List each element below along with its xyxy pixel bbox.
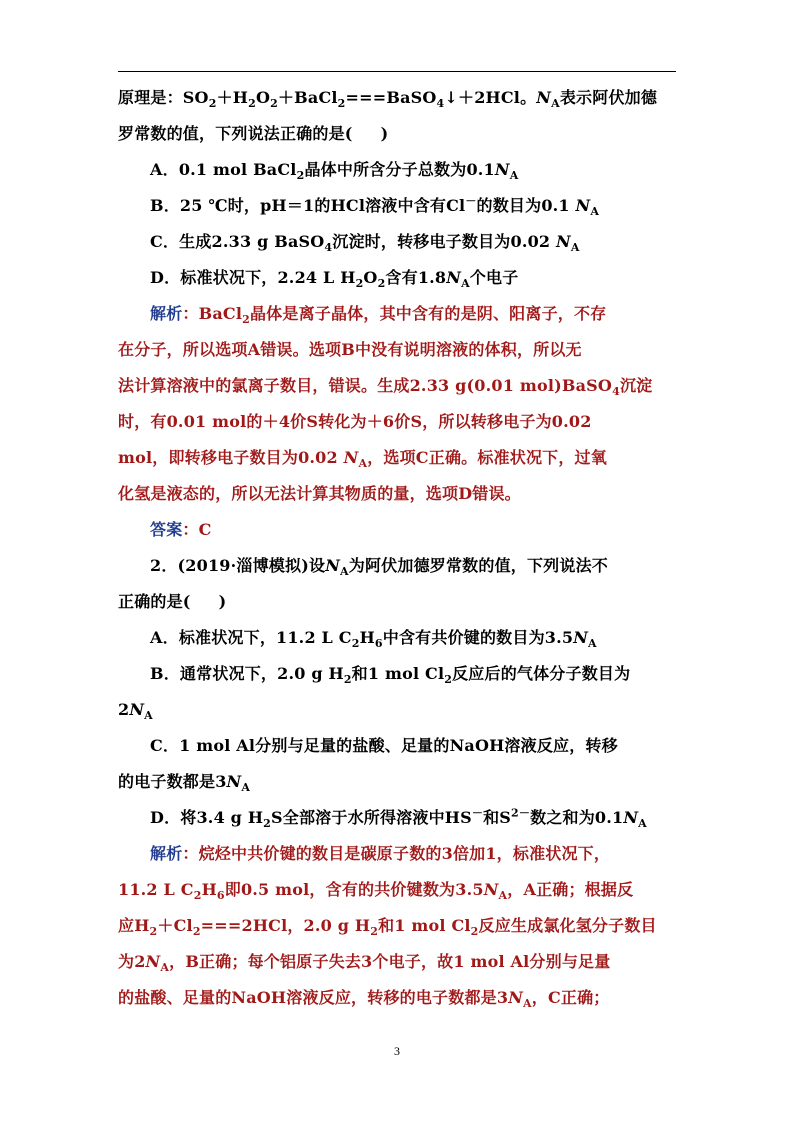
q2-analysis-line-3: 应$H_2+Cl_2===2HCl$，2.0 g $H_2$和1 mol $Cl_2$反应生成氯化氢分子数目 [118, 916, 657, 939]
q1-option-a: A．0.1 mol BaCl$_2$晶体中所含分子总数为$0.1N_A$ [150, 160, 519, 183]
q2-option-b-line-2: $2N_A$ [118, 700, 153, 723]
answer-label: 答案 [150, 520, 183, 539]
page-number: 3 [394, 1044, 400, 1058]
analysis-label: 解析 [150, 304, 183, 323]
q2-stem-line-1: 2．(2019·淄博模拟)设$N_A$为阿伏加德罗常数的值，下列说法不 [150, 556, 608, 579]
q1-option-c: C．生成2.33 g BaSO$_4$沉淀时，转移电子数目为0.02 $N_A$ [150, 232, 580, 255]
q2-option-d: D．将3.4 g $H_2S$全部溶于水所得溶液中HS－和$S^{2-}$数之和为$0.1N_A$ [150, 806, 647, 831]
q2-option-b-line-1: B．通常状况下，2.0 g $H_2$和1 mol $Cl_2$反应后的气体分子数目为 [150, 664, 631, 687]
q2-option-c-line-1: C．1 mol Al分别与足量的盐酸、足量的NaOH溶液反应，转移 [150, 736, 618, 755]
q1-analysis-line-2: 在分子，所以选项A错误。选项B中没有说明溶液的体积，所以无 [118, 340, 582, 359]
q1-option-b: B．25 ℃时，pH＝1的HCl溶液中含有Cl－的数目为0.1 $N_A$ [150, 194, 600, 219]
q2-analysis-line-2: 11.2 L $C_2H_6$即0.5 mol，含有的共价键数为$3.5N_A$，A正确；根据反 [118, 880, 634, 903]
q2-analysis-line-4: 为$2N_A$，B正确；每个铝原子失去3个电子，故1 mol Al分别与足量 [118, 952, 611, 975]
q1-answer: 答案：C [150, 520, 212, 539]
header-rule [118, 71, 676, 72]
q1-analysis-line-3: 法计算溶液中的氯离子数目，错误。生成2.33 g(0.01 mol)BaSO$_4$沉淀 [118, 376, 653, 399]
q1-stem-line-1: 原理是：$SO_2+H_2O_2+BaCl_2===BaSO_4↓+2HCl$。$N_A$表示阿伏加德 [118, 88, 658, 111]
q1-analysis-line-6: 化氢是液态的，所以无法计算其物质的量，选项D错误。 [118, 484, 521, 503]
q2-stem-line-2: 正确的是( ) [118, 592, 227, 611]
q1-analysis-line-1: 解析：BaCl$_2$晶体是离子晶体，其中含有的是阴、阳离子，不存 [150, 304, 607, 327]
q1-stem-line-2: 罗常数的值，下列说法正确的是( ) [118, 124, 389, 143]
q2-option-c-line-2: 的电子数都是$3N_A$ [118, 772, 251, 795]
analysis-label: 解析 [150, 844, 183, 863]
q2-analysis-line-1: 解析：烷烃中共价键的数目是碳原子数的3倍加1，标准状况下， [150, 844, 611, 863]
q1-option-d: D．标准状况下，2.24 L $H_2O_2$含有$1.8N_A$个电子 [150, 268, 519, 291]
q2-option-a: A．标准状况下，11.2 L $C_2H_6$中含有共价键的数目为$3.5N_A$ [150, 628, 597, 651]
q1-analysis-line-5: mol，即转移电子数目为0.02 $N_A$，选项C正确。标准状况下，过氧 [118, 448, 607, 471]
q1-analysis-line-4: 时，有0.01 mol的＋4价S转化为＋6价S，所以转移电子为0.02 [118, 412, 592, 431]
document-body [118, 88, 678, 1024]
q2-analysis-line-5: 的盐酸、足量的NaOH溶液反应，转移的电子数都是$3N_A$，C正确； [118, 988, 610, 1011]
